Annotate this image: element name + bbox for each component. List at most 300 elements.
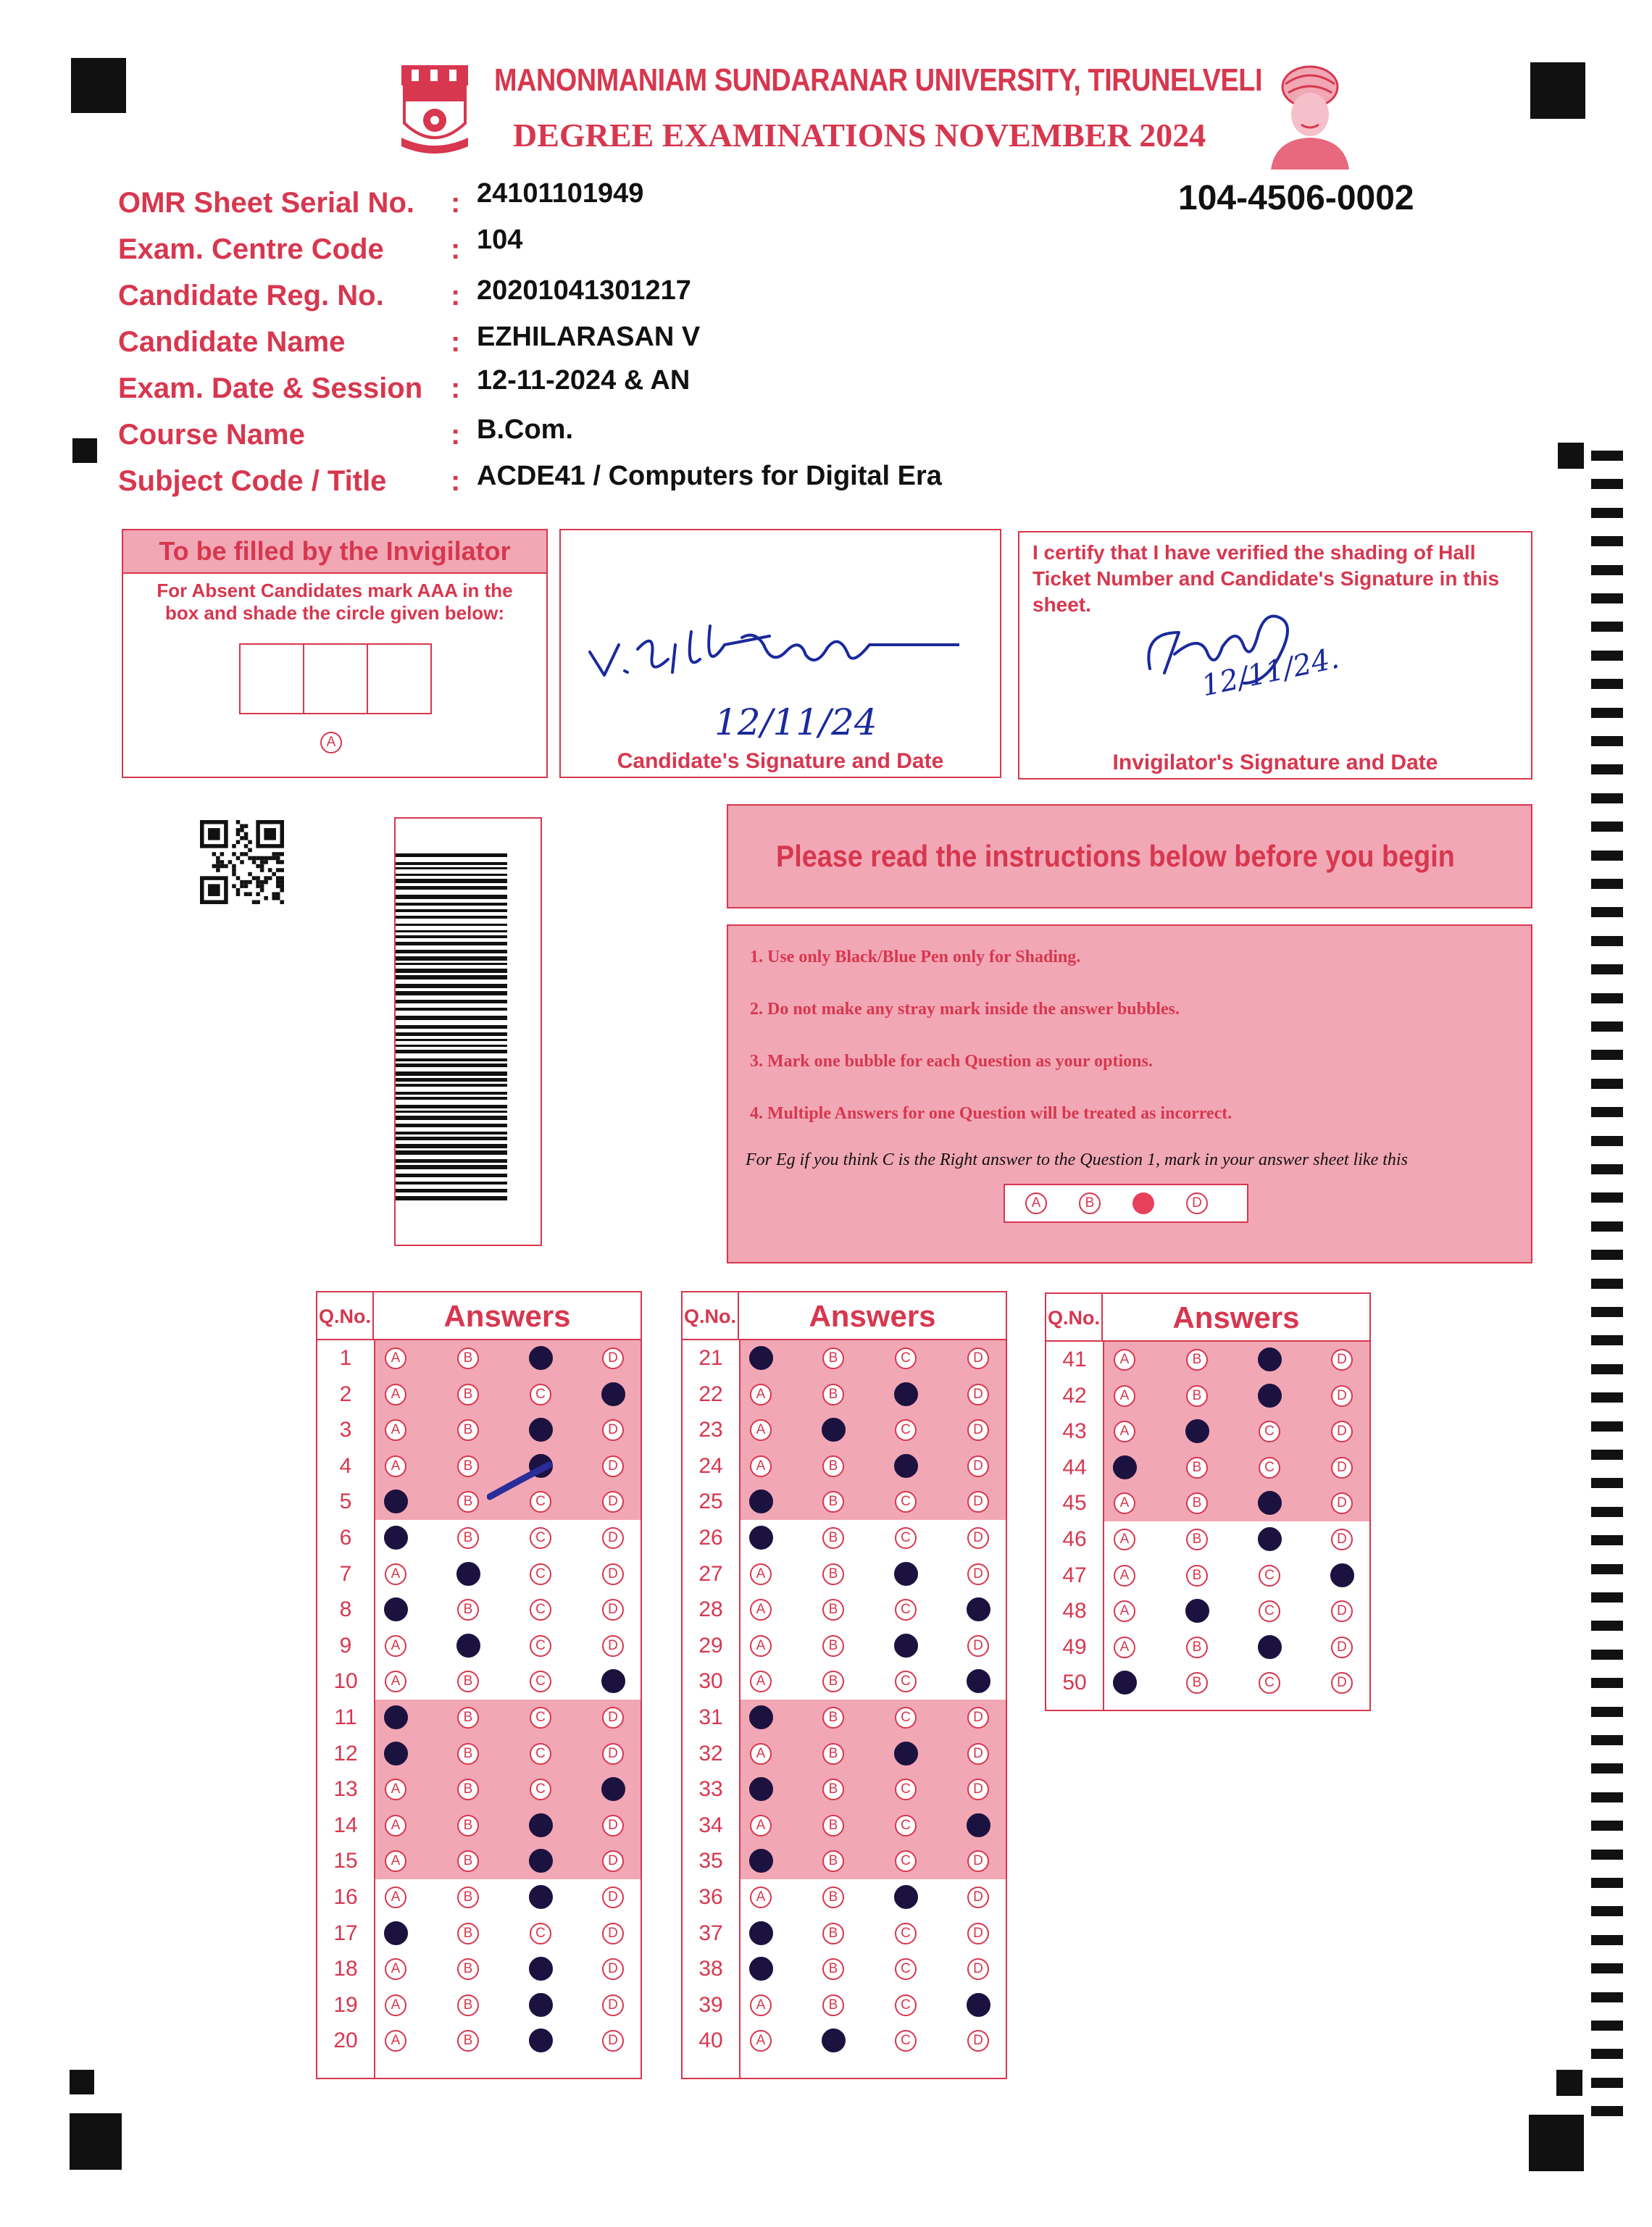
timing-mark xyxy=(1591,1021,1623,1032)
answer-bubble-b[interactable]: B xyxy=(457,1707,479,1729)
answer-bubble-d[interactable] xyxy=(967,1993,990,2017)
answer-bubble-b[interactable]: B xyxy=(1186,1565,1208,1587)
question-number: 6 xyxy=(339,1526,352,1550)
answer-bubble-b[interactable]: B xyxy=(457,1384,479,1405)
answer-bubble-a[interactable]: A xyxy=(750,1635,772,1657)
registration-mark-bottom-right xyxy=(1529,2115,1584,2171)
answer-bubble-b[interactable]: B xyxy=(457,1419,479,1441)
answer-bubble-d[interactable]: D xyxy=(602,1887,624,1908)
answer-bubble-a[interactable]: A xyxy=(750,1455,772,1477)
answer-bubble-d[interactable]: D xyxy=(967,1743,989,1765)
field-value-course-name: B.Com. xyxy=(477,414,573,445)
answer-bubble-b[interactable]: B xyxy=(822,1599,844,1621)
answer-bubble-a[interactable]: A xyxy=(385,1671,406,1692)
answer-bubble-d[interactable]: D xyxy=(602,1815,624,1837)
timing-mark xyxy=(1591,1592,1623,1603)
answer-bubble-b[interactable]: B xyxy=(822,1707,844,1729)
answer-bubble-d[interactable]: D xyxy=(967,1384,989,1405)
timing-mark xyxy=(1591,1678,1623,1688)
answer-bubble-d[interactable]: D xyxy=(602,1563,624,1585)
answer-bubble-d[interactable]: D xyxy=(967,1850,989,1872)
answer-bubble-d[interactable]: D xyxy=(967,2030,989,2052)
answer-bubble-c[interactable] xyxy=(529,1849,553,1873)
answer-row xyxy=(317,1340,641,1376)
answer-bubble-a[interactable] xyxy=(384,1526,408,1550)
answer-bubble-d[interactable]: D xyxy=(967,1887,989,1908)
answer-bubble-b[interactable]: B xyxy=(822,1491,844,1513)
answer-bubble-b[interactable]: B xyxy=(822,1815,844,1837)
answer-bubble-a[interactable] xyxy=(749,1346,773,1370)
question-number: 49 xyxy=(1062,1634,1087,1659)
answer-bubble-b[interactable]: B xyxy=(822,1743,844,1765)
answer-bubble-c[interactable] xyxy=(894,1382,918,1406)
answer-row xyxy=(683,1340,1006,1376)
answer-bubble-c[interactable]: C xyxy=(895,1815,917,1837)
answer-bubble-c[interactable]: C xyxy=(895,1599,917,1621)
answer-bubble-c[interactable] xyxy=(1258,1527,1282,1551)
timing-mark xyxy=(1591,1792,1623,1802)
answer-bubble-d[interactable]: D xyxy=(967,1527,989,1549)
answer-bubble-a[interactable]: A xyxy=(385,1779,406,1800)
answer-bubble-a[interactable]: A xyxy=(1114,1637,1135,1658)
question-number: 33 xyxy=(698,1777,723,1802)
answer-bubble-a[interactable]: A xyxy=(750,1384,772,1405)
answer-bubble-b[interactable]: B xyxy=(822,1850,844,1872)
absent-instructions: For Absent Candidates mark AAA in the box and shade the circle given below: xyxy=(157,580,513,624)
answer-bubble-d[interactable]: D xyxy=(602,1419,624,1441)
question-number: 13 xyxy=(333,1777,358,1802)
answer-bubble-c[interactable]: C xyxy=(1259,1457,1280,1479)
answer-bubble-a[interactable]: A xyxy=(385,1635,406,1657)
answer-bubble-d[interactable]: D xyxy=(1331,1349,1353,1371)
answer-bubble-c[interactable]: C xyxy=(895,1994,917,2016)
answer-bubble-a[interactable] xyxy=(384,1705,408,1729)
answer-bubble-a[interactable]: A xyxy=(385,1348,406,1369)
answer-bubble-c[interactable]: C xyxy=(530,1491,551,1513)
qno-header: Q.No. xyxy=(317,1292,374,1340)
question-number: 3 xyxy=(339,1418,352,1442)
answer-bubble-d[interactable]: D xyxy=(602,1635,624,1657)
question-number: 22 xyxy=(698,1382,723,1406)
answer-bubble-c[interactable] xyxy=(529,1885,553,1909)
timing-mark xyxy=(1591,1421,1623,1432)
answer-bubble-d[interactable]: D xyxy=(967,1455,989,1477)
answer-bubble-d[interactable] xyxy=(967,1669,990,1693)
answer-bubble-a[interactable] xyxy=(749,1921,773,1945)
answer-bubble-c[interactable]: C xyxy=(1259,1600,1280,1622)
answer-bubble-a[interactable]: A xyxy=(1114,1492,1135,1514)
answer-bubble-c[interactable]: C xyxy=(1259,1565,1280,1587)
timing-mark xyxy=(1591,1850,1623,1860)
answer-bubble-a[interactable] xyxy=(384,1921,408,1945)
answer-bubble-d[interactable] xyxy=(601,1669,625,1693)
answer-bubble-b[interactable] xyxy=(822,2028,846,2052)
answer-bubble-b[interactable]: B xyxy=(822,1384,844,1405)
answer-bubble-a[interactable]: A xyxy=(1114,1600,1135,1622)
answer-bubble-c[interactable]: C xyxy=(895,1707,917,1729)
answer-row xyxy=(683,1376,1006,1413)
timing-mark xyxy=(1591,651,1623,661)
answer-bubble-c[interactable]: C xyxy=(895,1923,917,1944)
timing-mark xyxy=(1591,622,1623,632)
candidate-signature xyxy=(583,616,959,703)
field-colon: : xyxy=(451,233,461,265)
answer-row xyxy=(1046,1413,1369,1450)
question-number: 23 xyxy=(698,1418,723,1442)
answer-bubble-c[interactable]: C xyxy=(895,1850,917,1872)
invigilator-signature-caption: Invigilator's Signature and Date xyxy=(1112,751,1438,774)
answer-bubble-b[interactable]: B xyxy=(822,1635,844,1657)
field-label-reg-no: Candidate Reg. No. xyxy=(118,280,384,312)
answer-bubble-c[interactable]: C xyxy=(530,1671,551,1692)
answer-bubble-d[interactable]: D xyxy=(967,1923,989,1944)
answer-bubble-a[interactable]: A xyxy=(385,1419,406,1441)
answer-bubble-d[interactable]: D xyxy=(1331,1600,1353,1622)
field-colon: : xyxy=(451,280,461,312)
answer-bubble-c[interactable] xyxy=(894,1634,918,1658)
answer-bubble-c[interactable]: C xyxy=(1259,1421,1280,1442)
answer-bubble-a[interactable] xyxy=(749,1489,773,1513)
answer-bubble-d[interactable] xyxy=(1330,1563,1354,1587)
field-label-subject: Subject Code / Title xyxy=(118,465,387,497)
answer-row xyxy=(317,1376,641,1413)
answer-bubble-c[interactable]: C xyxy=(895,1348,917,1369)
answer-bubble-d[interactable]: D xyxy=(967,1707,989,1729)
answer-bubble-b[interactable]: B xyxy=(822,1455,844,1477)
answer-bubble-d[interactable]: D xyxy=(967,1348,989,1369)
answer-bubble-d[interactable]: D xyxy=(602,1994,624,2016)
answer-bubble-d[interactable]: D xyxy=(967,1491,989,1513)
timing-mark xyxy=(1591,2049,1623,2059)
field-value-omr-serial: 24101101949 xyxy=(477,178,644,209)
timing-mark xyxy=(1591,822,1623,832)
timing-mark xyxy=(1591,536,1623,546)
answer-bubble-d[interactable] xyxy=(601,1777,625,1801)
answer-bubble-b[interactable]: B xyxy=(457,1348,479,1369)
answer-bubble-b[interactable]: B xyxy=(822,1958,844,1980)
answer-bubble-c[interactable]: C xyxy=(530,1527,551,1549)
answer-row xyxy=(317,1592,641,1628)
answer-bubble-b[interactable]: B xyxy=(457,1958,479,1980)
answer-bubble-c[interactable]: C xyxy=(530,1599,551,1621)
answer-bubble-c[interactable]: C xyxy=(530,1707,551,1729)
answer-bubble-b[interactable]: B xyxy=(457,1527,479,1549)
answer-bubble-c[interactable]: C xyxy=(530,1743,551,1765)
answer-bubble-d[interactable] xyxy=(601,1382,625,1406)
answer-bubble-b[interactable] xyxy=(1185,1599,1209,1623)
answer-bubble-d[interactable]: D xyxy=(602,1707,624,1729)
answer-bubble-a[interactable]: A xyxy=(385,1384,406,1405)
answer-bubble-d[interactable]: D xyxy=(1331,1492,1353,1514)
timing-mark xyxy=(1591,593,1623,603)
field-value-exam-date: 12-11-2024 & AN xyxy=(477,365,691,396)
answer-bubble-a[interactable]: A xyxy=(385,2030,406,2052)
answer-bubble-c[interactable]: C xyxy=(1259,1672,1280,1694)
answer-bubble-d[interactable]: D xyxy=(602,1527,624,1549)
question-number: 30 xyxy=(698,1669,723,1694)
answer-bubble-c[interactable] xyxy=(894,1454,918,1478)
answer-bubble-c[interactable]: C xyxy=(530,1635,551,1657)
timing-mark xyxy=(1591,479,1623,489)
answer-bubble-d[interactable]: D xyxy=(602,1348,624,1369)
answer-bubble-a[interactable]: A xyxy=(1114,1421,1135,1442)
field-colon: : xyxy=(451,326,461,358)
answer-bubble-b[interactable]: B xyxy=(822,1887,844,1908)
question-number: 29 xyxy=(698,1633,723,1658)
answer-bubble-c[interactable]: C xyxy=(530,1563,551,1585)
answer-bubble-b[interactable]: B xyxy=(1186,1637,1208,1658)
answer-bubble-c[interactable]: C xyxy=(895,1958,917,1980)
answer-bubble-c[interactable] xyxy=(1258,1491,1282,1515)
answer-bubble-d[interactable] xyxy=(967,1597,990,1621)
answer-bubble-a[interactable]: A xyxy=(1114,1529,1135,1550)
answer-bubble-b[interactable]: B xyxy=(457,1815,479,1837)
timing-mark xyxy=(1591,1164,1623,1174)
answers-header: Answers xyxy=(374,1292,641,1340)
answer-bubble-d[interactable]: D xyxy=(602,1599,624,1621)
answer-bubble-b[interactable]: B xyxy=(822,1779,844,1800)
answer-bubble-b[interactable]: B xyxy=(822,1563,844,1585)
answer-bubble-b[interactable]: B xyxy=(1186,1457,1208,1479)
example-bubble-b: B xyxy=(1079,1192,1101,1214)
timing-mark xyxy=(1591,1735,1623,1745)
answer-bubble-b[interactable]: B xyxy=(457,1887,479,1908)
answer-bubble-a[interactable]: A xyxy=(1114,1349,1135,1371)
answer-bubble-b[interactable]: B xyxy=(1186,1672,1208,1694)
answer-bubble-d[interactable]: D xyxy=(602,1743,624,1765)
answer-bubble-a[interactable] xyxy=(749,1957,773,1981)
answer-bubble-a[interactable] xyxy=(749,1526,773,1550)
exam-title: DEGREE EXAMINATIONS NOVEMBER 2024 xyxy=(513,117,1206,154)
answer-bubble-a[interactable] xyxy=(384,1742,408,1766)
example-instruction: For Eg if you think C is the Right answer to the Question 1, mark in your answer sheet like this xyxy=(746,1150,1408,1169)
question-number: 37 xyxy=(698,1921,723,1945)
answer-bubble-a[interactable]: A xyxy=(750,1815,772,1837)
timing-mark xyxy=(1591,1878,1623,1888)
answer-row xyxy=(1046,1378,1369,1414)
answer-bubble-b[interactable] xyxy=(456,1634,480,1658)
answer-bubble-b[interactable]: B xyxy=(1186,1349,1208,1371)
registration-mark-mid-left xyxy=(72,438,97,463)
answer-bubble-c[interactable]: C xyxy=(895,1779,917,1800)
answer-bubble-c[interactable] xyxy=(1258,1384,1282,1408)
answer-bubble-a[interactable] xyxy=(749,1777,773,1801)
timing-mark xyxy=(1591,793,1623,803)
answer-bubble-d[interactable]: D xyxy=(1331,1457,1353,1479)
founder-portrait xyxy=(1259,62,1361,170)
answer-bubble-d[interactable]: D xyxy=(967,1563,989,1585)
field-label-omr-serial: OMR Sheet Serial No. xyxy=(118,187,414,219)
answer-bubble-b[interactable]: B xyxy=(457,1923,479,1944)
answer-bubble-c[interactable] xyxy=(529,1813,553,1837)
answer-bubble-b[interactable]: B xyxy=(457,1850,479,1872)
answer-bubble-a[interactable]: A xyxy=(385,1850,406,1872)
answer-bubble-a[interactable]: A xyxy=(750,1887,772,1908)
answer-row xyxy=(317,1879,641,1915)
field-colon: : xyxy=(451,465,461,497)
answer-bubble-a[interactable]: A xyxy=(750,1994,772,2016)
answer-bubble-c[interactable]: C xyxy=(530,1384,551,1405)
answer-bubble-d[interactable]: D xyxy=(967,1958,989,1980)
instruction-1: 1. Use only Black/Blue Pen only for Shading. xyxy=(750,948,1081,966)
absent-circle[interactable]: A xyxy=(320,732,342,753)
question-number: 46 xyxy=(1062,1527,1087,1551)
answer-bubble-a[interactable] xyxy=(1113,1455,1137,1479)
answer-bubble-a[interactable]: A xyxy=(385,1958,406,1980)
question-number: 20 xyxy=(333,2028,358,2053)
answer-row xyxy=(1046,1485,1369,1521)
answer-bubble-b[interactable]: B xyxy=(457,1491,479,1513)
answer-bubble-d[interactable]: D xyxy=(1331,1672,1353,1694)
answer-bubble-a[interactable]: A xyxy=(385,1887,406,1908)
answer-bubble-d[interactable]: D xyxy=(1331,1637,1353,1658)
answer-bubble-d[interactable]: D xyxy=(602,1455,624,1477)
answer-bubble-c[interactable] xyxy=(529,1346,553,1370)
answer-bubble-a[interactable] xyxy=(384,1597,408,1621)
answer-bubble-b[interactable]: B xyxy=(822,1527,844,1549)
answer-bubble-b[interactable]: B xyxy=(457,1671,479,1692)
answer-bubble-a[interactable] xyxy=(1113,1671,1137,1695)
answer-bubble-b[interactable]: B xyxy=(457,1455,479,1477)
answer-bubble-b[interactable] xyxy=(1185,1419,1209,1443)
answer-bubble-d[interactable]: D xyxy=(967,1635,989,1657)
absent-mark-boxes[interactable] xyxy=(239,643,432,714)
answer-bubble-a[interactable]: A xyxy=(750,1743,772,1765)
question-number: 35 xyxy=(698,1849,723,1873)
answer-bubble-a[interactable] xyxy=(749,1705,773,1729)
question-number: 10 xyxy=(333,1669,358,1694)
timing-mark xyxy=(1591,2106,1623,2116)
answer-bubble-d[interactable]: D xyxy=(1331,1385,1353,1407)
timing-mark xyxy=(1591,1821,1623,1831)
field-label-candidate-name: Candidate Name xyxy=(118,326,346,358)
timing-mark xyxy=(1591,1107,1623,1117)
answer-bubble-b[interactable]: B xyxy=(457,1994,479,2016)
timing-mark xyxy=(1591,1707,1623,1717)
question-number: 18 xyxy=(333,1957,358,1981)
answer-row xyxy=(317,1771,641,1808)
question-number: 25 xyxy=(698,1489,723,1514)
question-number: 17 xyxy=(333,1921,358,1945)
timing-mark xyxy=(1591,1079,1623,1089)
answer-bubble-b[interactable]: B xyxy=(1186,1492,1208,1514)
answer-bubble-d[interactable]: D xyxy=(1331,1421,1353,1442)
answer-bubble-d[interactable]: D xyxy=(967,1419,989,1441)
answer-bubble-a[interactable]: A xyxy=(385,1455,406,1477)
answer-bubble-c[interactable] xyxy=(1258,1635,1282,1659)
question-number: 7 xyxy=(339,1561,352,1586)
example-bubble-a: A xyxy=(1025,1192,1047,1214)
timing-mark xyxy=(1591,1621,1623,1631)
answer-bubble-c[interactable] xyxy=(894,1562,918,1586)
answer-bubble-b[interactable]: B xyxy=(822,1923,844,1944)
answer-bubble-c[interactable]: C xyxy=(895,1671,917,1692)
answer-bubble-a[interactable]: A xyxy=(750,1671,772,1692)
answer-bubble-b[interactable]: B xyxy=(457,1743,479,1765)
answer-row xyxy=(683,1628,1006,1664)
answer-bubble-a[interactable]: A xyxy=(750,2030,772,2052)
answer-bubble-b[interactable]: B xyxy=(457,2030,479,2052)
answer-bubble-d[interactable]: D xyxy=(602,2030,624,2052)
answer-bubble-d[interactable]: D xyxy=(602,1850,624,1872)
answer-bubble-c[interactable] xyxy=(529,2028,553,2052)
answer-bubble-a[interactable]: A xyxy=(750,1419,772,1441)
answer-bubble-d[interactable]: D xyxy=(1331,1529,1353,1550)
answer-bubble-a[interactable] xyxy=(384,1489,408,1513)
question-number: 40 xyxy=(698,2028,723,2053)
answer-bubble-d[interactable] xyxy=(967,1813,990,1837)
answer-bubble-c[interactable]: C xyxy=(895,1527,917,1549)
answer-bubble-c[interactable]: C xyxy=(895,2030,917,2052)
qno-header: Q.No. xyxy=(1046,1294,1103,1342)
answer-bubble-c[interactable] xyxy=(894,1742,918,1766)
example-bubble-row xyxy=(1004,1184,1248,1223)
answer-bubble-c[interactable] xyxy=(529,1993,553,2017)
answer-bubble-a[interactable]: A xyxy=(1114,1385,1135,1407)
answer-bubble-b[interactable]: B xyxy=(822,1348,844,1369)
answer-row xyxy=(317,1484,641,1520)
answer-bubble-d[interactable]: D xyxy=(602,1958,624,1980)
answer-bubble-a[interactable]: A xyxy=(385,1994,406,2016)
answer-bubble-b[interactable]: B xyxy=(457,1599,479,1621)
question-number: 16 xyxy=(333,1885,358,1909)
answer-bubble-b[interactable]: B xyxy=(457,1779,479,1800)
answer-bubble-a[interactable]: A xyxy=(750,1599,772,1621)
answer-bubble-b[interactable]: B xyxy=(822,1671,844,1692)
answer-bubble-b[interactable]: B xyxy=(1186,1385,1208,1407)
answer-bubble-b[interactable]: B xyxy=(822,1994,844,2016)
answer-bubble-a[interactable]: A xyxy=(750,1563,772,1585)
candidate-signature-caption: Candidate's Signature and Date xyxy=(617,749,944,773)
answer-bubble-d[interactable]: D xyxy=(967,1779,989,1800)
answer-bubble-c[interactable] xyxy=(529,1957,553,1981)
question-number: 2 xyxy=(339,1382,352,1406)
answer-bubble-a[interactable]: A xyxy=(385,1563,406,1585)
answer-bubble-c[interactable] xyxy=(529,1418,553,1442)
answer-bubble-d[interactable]: D xyxy=(602,1491,624,1513)
answer-bubble-a[interactable] xyxy=(749,1849,773,1873)
answer-bubble-c[interactable]: C xyxy=(895,1419,917,1441)
question-number: 24 xyxy=(698,1453,723,1478)
university-name: MANONMANIAM SUNDARANAR UNIVERSITY, TIRUNELVELI xyxy=(494,62,1263,98)
answer-row xyxy=(317,1915,641,1952)
instructions-box xyxy=(727,924,1532,1263)
answer-row xyxy=(683,1592,1006,1628)
answer-bubble-c[interactable] xyxy=(894,1885,918,1909)
answer-bubble-b[interactable]: B xyxy=(1186,1529,1208,1550)
answer-bubble-b[interactable] xyxy=(822,1418,846,1442)
invigilator-signature-date: 12/11/24. xyxy=(1198,641,1343,703)
question-number: 43 xyxy=(1062,1419,1087,1444)
question-number: 1 xyxy=(339,1346,352,1370)
answer-bubble-b[interactable] xyxy=(456,1562,480,1586)
answer-bubble-a[interactable]: A xyxy=(1114,1565,1135,1587)
timing-mark xyxy=(1591,708,1623,718)
answer-bubble-a[interactable]: A xyxy=(385,1815,406,1837)
question-number: 36 xyxy=(698,1885,723,1909)
instruction-4: 4. Multiple Answers for one Question will be treated as incorrect. xyxy=(750,1104,1232,1123)
answer-bubble-d[interactable]: D xyxy=(602,1923,624,1944)
example-bubble-d: D xyxy=(1186,1192,1208,1214)
question-number: 21 xyxy=(698,1346,723,1370)
answer-bubble-c[interactable]: C xyxy=(895,1491,917,1513)
answer-bubble-c[interactable] xyxy=(1258,1348,1282,1371)
answer-bubble-c[interactable]: C xyxy=(530,1923,551,1944)
timing-mark xyxy=(1591,1650,1623,1660)
question-number: 31 xyxy=(698,1705,723,1729)
answer-bubble-c[interactable]: C xyxy=(530,1779,551,1800)
barcode-box xyxy=(394,817,542,1246)
